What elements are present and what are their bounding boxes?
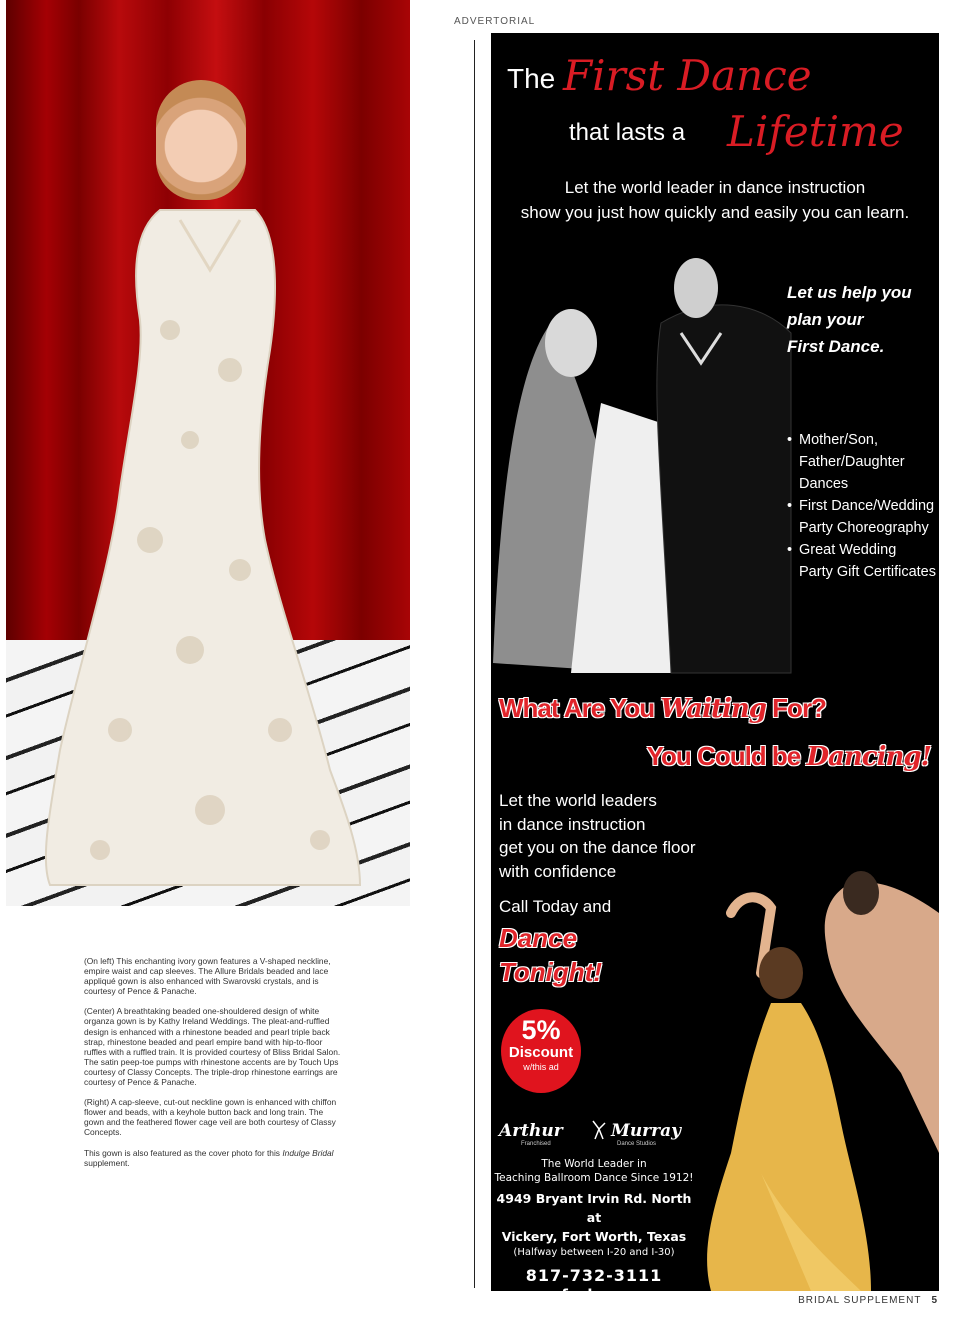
- list-item: • Mother/Son, Father/Daughter Dances: [787, 429, 936, 495]
- dancer-silhouette-icon: [587, 1119, 611, 1141]
- bride-head: [156, 80, 246, 200]
- arthur-murray-logo: Arthur Murray Franchised Dance Studios: [499, 1121, 681, 1147]
- dancing-headline: You Could be Dancing!: [646, 741, 931, 772]
- services-list: [787, 429, 936, 583]
- intro-text: Let the world leader in dance instruction show you just how quickly and easily you can learn.: [520, 178, 910, 222]
- list-item: • First Dance/Wedding Party Choreography: [787, 495, 936, 539]
- advertorial-label: ADVERTORIAL: [454, 16, 536, 27]
- discount-badge: 5% Discount w/this ad: [501, 1009, 581, 1093]
- headline-lifetime: Lifetime: [727, 107, 904, 156]
- headline-the: The: [507, 63, 556, 94]
- caption-right: (Right) A cap-sleeve, cut-out neckline gown is enhanced with chiffon flower and beads, with a keyhole button back and long train. The gown and the feathered flower cage veil are both courtesy of Classy Concepts.: [84, 1097, 337, 1138]
- dancing-couple-photo: [701, 853, 939, 1291]
- couple-photo: [491, 233, 791, 673]
- caption-cover-note: This gown is also featured as the cover photo for this Indulge Bridal supplement.: [84, 1147, 334, 1168]
- page-number: 5: [931, 1295, 938, 1306]
- column-divider: [474, 40, 475, 1288]
- leaders-text: Let the world leaders in dance instruction get you on the dance floor with confidence: [499, 791, 696, 881]
- list-item: • Great Wedding Party Gift Certificates: [787, 539, 936, 583]
- page-footer: BRIDAL SUPPLEMENT 5: [798, 1295, 938, 1306]
- caption-left: (On left) This enchanting ivory gown features a V-shaped neckline, empire waist and cap sleeves. The Allure Bridals beaded and lace appliqué gown is also enhanced with Swarovski crystals, and is courtesy of Pence & Panache.: [84, 956, 331, 997]
- bridal-gown-photo: [6, 0, 410, 906]
- call-today-text: Call Today and: [499, 897, 612, 916]
- gown-figure: [40, 210, 370, 890]
- phone-number: 817-732-3111: [525, 1266, 663, 1285]
- studio-address: 4949 Bryant Irvin Rd. North at Vickery, Fort Worth, Texas: [496, 1191, 692, 1244]
- dance-tonight-text: Dance Tonight!: [499, 923, 602, 987]
- caption-center: (Center) A breathtaking beaded one-shouldered design of white organza gown is by Kathy Ireland Weddings. The pleat-and-ruffled design is enhanced with a rhinestone beaded and pearl triple back strap, rhinestone beaded and pearl empire band with hip-to-floor ruffles with a ruffled train. It is provided courtesy of Bliss Bridal Salon. The satin peep-toe pumps with rhinestone accents are by Touch Ups courtesy of Classy Concepts. The triple-drop rhinestone earrings are courtesy of Pence & Panache.: [84, 1006, 341, 1088]
- studio-info: The World Leader in Teaching Ballroom Dance Since 1912! 4949 Bryant Irvin Rd. North at Vickery, Fort Worth, Texas (Halfway between I-20 and I-30) 817-732-3111 www.fwdance.com: [491, 1157, 697, 1304]
- help-plan-text: Let us help you plan your First Dance.: [787, 283, 912, 356]
- waiting-headline: What Are You Waiting For?: [499, 693, 826, 724]
- headline-that-lasts: that lasts a: [569, 119, 686, 146]
- website-url: www.fwdance.com: [515, 1286, 673, 1304]
- photo-caption: [84, 956, 342, 1178]
- headline-first-dance: First Dance: [563, 51, 812, 100]
